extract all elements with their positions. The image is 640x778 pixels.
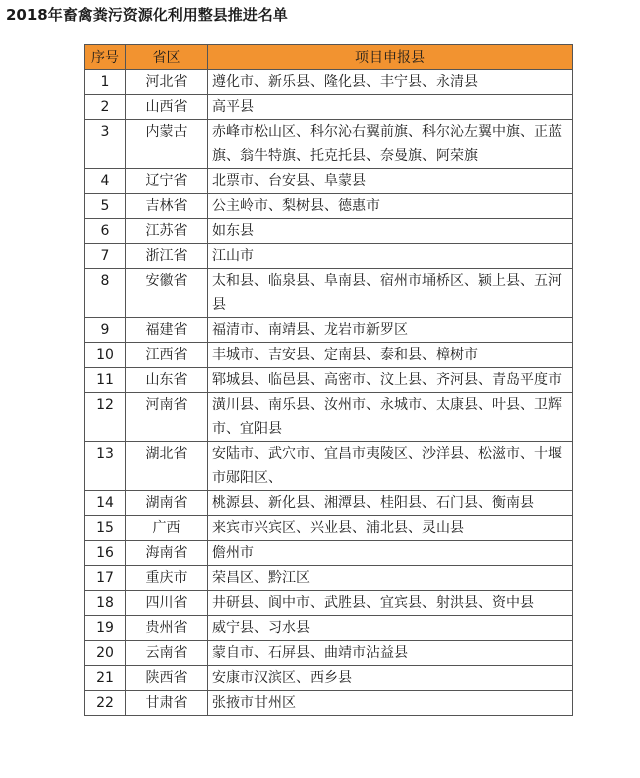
row-province: 江西省 bbox=[126, 343, 208, 368]
row-province: 山西省 bbox=[126, 95, 208, 120]
table-row bbox=[85, 244, 573, 269]
row-number: 7 bbox=[85, 244, 126, 269]
row-counties: 赤峰市松山区、科尔沁右翼前旗、科尔沁左翼中旗、正蓝旗、翁牛特旗、托克托县、奈曼旗、阿荣旗 bbox=[208, 120, 573, 169]
row-number: 19 bbox=[85, 616, 126, 641]
row-province: 甘肃省 bbox=[126, 691, 208, 716]
row-number: 3 bbox=[85, 120, 126, 169]
row-number: 17 bbox=[85, 566, 126, 591]
table-row bbox=[85, 318, 573, 343]
row-province: 四川省 bbox=[126, 591, 208, 616]
county-list-table bbox=[84, 44, 573, 716]
row-province: 湖北省 bbox=[126, 442, 208, 491]
table-row bbox=[85, 442, 573, 491]
row-province: 重庆市 bbox=[126, 566, 208, 591]
row-counties: 桃源县、新化县、湘潭县、桂阳县、石门县、衡南县 bbox=[208, 491, 573, 516]
table-row bbox=[85, 616, 573, 641]
row-counties: 荣昌区、黔江区 bbox=[208, 566, 573, 591]
row-province: 辽宁省 bbox=[126, 169, 208, 194]
row-number: 6 bbox=[85, 219, 126, 244]
row-province: 河南省 bbox=[126, 393, 208, 442]
row-province: 江苏省 bbox=[126, 219, 208, 244]
row-number: 1 bbox=[85, 70, 126, 95]
table-row bbox=[85, 691, 573, 716]
row-counties: 福清市、南靖县、龙岩市新罗区 bbox=[208, 318, 573, 343]
row-counties: 张掖市甘州区 bbox=[208, 691, 573, 716]
row-counties: 如东县 bbox=[208, 219, 573, 244]
row-number: 15 bbox=[85, 516, 126, 541]
table-row bbox=[85, 591, 573, 616]
row-number: 2 bbox=[85, 95, 126, 120]
table-row bbox=[85, 219, 573, 244]
table-row bbox=[85, 516, 573, 541]
row-counties: 威宁县、习水县 bbox=[208, 616, 573, 641]
table-row bbox=[85, 491, 573, 516]
table-row bbox=[85, 169, 573, 194]
table-row bbox=[85, 541, 573, 566]
row-counties: 公主岭市、梨树县、德惠市 bbox=[208, 194, 573, 219]
table-row bbox=[85, 194, 573, 219]
table-row bbox=[85, 641, 573, 666]
header-number: 序号 bbox=[85, 45, 126, 70]
table-row bbox=[85, 70, 573, 95]
row-counties: 丰城市、吉安县、定南县、泰和县、樟树市 bbox=[208, 343, 573, 368]
table-row bbox=[85, 566, 573, 591]
row-counties: 遵化市、新乐县、隆化县、丰宁县、永清县 bbox=[208, 70, 573, 95]
row-province: 吉林省 bbox=[126, 194, 208, 219]
table-row bbox=[85, 95, 573, 120]
row-counties: 郓城县、临邑县、高密市、汶上县、齐河县、青岛平度市 bbox=[208, 368, 573, 393]
row-number: 8 bbox=[85, 269, 126, 318]
row-number: 4 bbox=[85, 169, 126, 194]
row-province: 湖南省 bbox=[126, 491, 208, 516]
table-row bbox=[85, 666, 573, 691]
row-province: 浙江省 bbox=[126, 244, 208, 269]
row-number: 16 bbox=[85, 541, 126, 566]
header-province: 省区 bbox=[126, 45, 208, 70]
row-number: 10 bbox=[85, 343, 126, 368]
row-counties: 安康市汉滨区、西乡县 bbox=[208, 666, 573, 691]
row-number: 20 bbox=[85, 641, 126, 666]
table-row bbox=[85, 120, 573, 169]
row-counties: 江山市 bbox=[208, 244, 573, 269]
row-province: 河北省 bbox=[126, 70, 208, 95]
row-number: 9 bbox=[85, 318, 126, 343]
row-number: 5 bbox=[85, 194, 126, 219]
row-counties: 井研县、阆中市、武胜县、宜宾县、射洪县、资中县 bbox=[208, 591, 573, 616]
header-counties: 项目申报县 bbox=[208, 45, 573, 70]
row-number: 22 bbox=[85, 691, 126, 716]
row-counties: 潢川县、南乐县、汝州市、永城市、太康县、叶县、卫辉市、宜阳县 bbox=[208, 393, 573, 442]
table-row bbox=[85, 368, 573, 393]
row-counties: 太和县、临泉县、阜南县、宿州市埇桥区、颍上县、五河县 bbox=[208, 269, 573, 318]
row-province: 贵州省 bbox=[126, 616, 208, 641]
row-province: 广西 bbox=[126, 516, 208, 541]
table-row bbox=[85, 393, 573, 442]
row-number: 14 bbox=[85, 491, 126, 516]
row-number: 18 bbox=[85, 591, 126, 616]
page-title: 2018年畜禽粪污资源化利用整县推进名单 bbox=[6, 6, 288, 24]
table-row bbox=[85, 269, 573, 318]
row-counties: 北票市、台安县、阜蒙县 bbox=[208, 169, 573, 194]
row-counties: 安陆市、武穴市、宜昌市夷陵区、沙洋县、松滋市、十堰市郧阳区、 bbox=[208, 442, 573, 491]
row-province: 内蒙古 bbox=[126, 120, 208, 169]
row-province: 安徽省 bbox=[126, 269, 208, 318]
row-province: 海南省 bbox=[126, 541, 208, 566]
row-province: 山东省 bbox=[126, 368, 208, 393]
row-counties: 高平县 bbox=[208, 95, 573, 120]
table-header-row bbox=[85, 45, 573, 70]
row-province: 福建省 bbox=[126, 318, 208, 343]
row-counties: 儋州市 bbox=[208, 541, 573, 566]
row-number: 12 bbox=[85, 393, 126, 442]
row-province: 陕西省 bbox=[126, 666, 208, 691]
row-number: 21 bbox=[85, 666, 126, 691]
table-body bbox=[85, 70, 573, 716]
row-counties: 蒙自市、石屏县、曲靖市沾益县 bbox=[208, 641, 573, 666]
row-province: 云南省 bbox=[126, 641, 208, 666]
row-number: 11 bbox=[85, 368, 126, 393]
row-counties: 来宾市兴宾区、兴业县、浦北县、灵山县 bbox=[208, 516, 573, 541]
row-number: 13 bbox=[85, 442, 126, 491]
table-row bbox=[85, 343, 573, 368]
